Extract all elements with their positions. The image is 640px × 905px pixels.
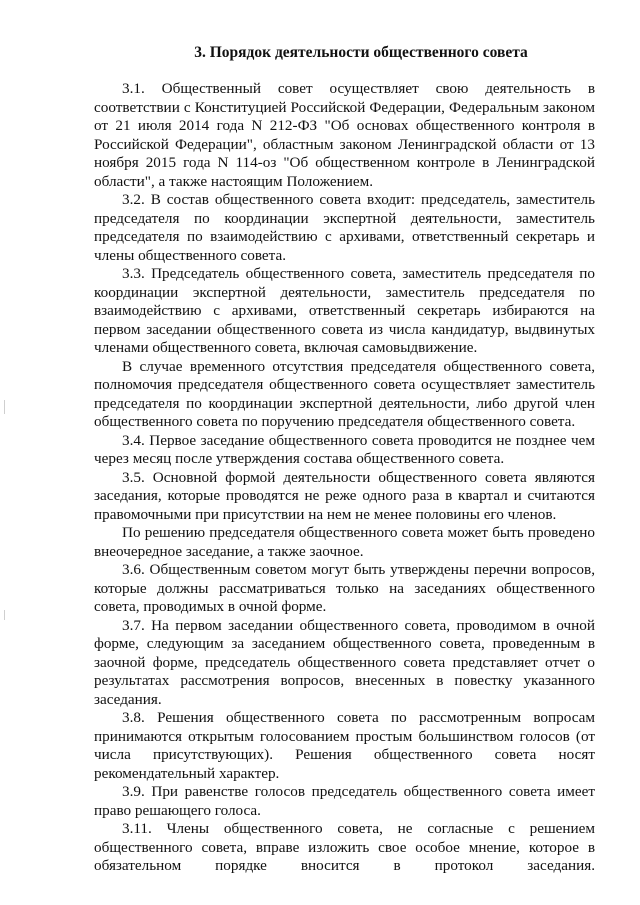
paragraph-3-1: 3.1. Общественный совет осуществляет свою деятельность в соответствии с Конституцией Российской Федерации, Федеральным законом от 21 июля 2014 года N 212-ФЗ "Об основах общественного контроля в Российской Федерации", областным законом Ленинградской области от 13 ноября 2015 года N 114-оз "Об общественном контроле в Ленинградской области", а также настоящим Положением.	[94, 80, 595, 190]
paragraph-3-8: 3.8. Решения общественного совета по рассмотренным вопросам принимаются открытым голосованием простым большинством голосов (от числа присутствующих). Решения общественного совета носят рекомендательный характер.	[94, 709, 595, 782]
scan-edge-mark	[4, 610, 5, 620]
paragraph-3-5-continued: По решению председателя общественного совета может быть проведено внеочередное заседание, а также заочное.	[94, 524, 595, 560]
document-body	[94, 80, 595, 876]
paragraph-3-3-continued: В случае временного отсутствия председателя общественного совета, полномочия председателя общественного совета осуществляет заместитель председателя по координации экспертной деятельности, либо другой член общественного совета по поручению председателя общественного совета.	[94, 357, 595, 430]
paragraph-3-9: 3.9. При равенстве голосов председатель общественного совета имеет право решающего голоса.	[94, 783, 595, 819]
paragraph-3-4: 3.4. Первое заседание общественного совета проводится не позднее чем через месяц после утверждения состава общественного совета.	[94, 431, 595, 467]
section-title: 3. Порядок деятельности общественного совета	[194, 44, 528, 61]
paragraph-3-7: 3.7. На первом заседании общественного совета, проводимом в очной форме, следующим за заседанием общественного совета, проведенным в заочной форме, председатель общественного совета представляет отчет о результатах рассмотрения вопросов, внесенных в повестку указанного заседания.	[94, 616, 595, 708]
paragraph-3-6: 3.6. Общественным советом могут быть утверждены перечни вопросов, которые должны рассматриваться только на заседаниях общественного совета, проводимых в очной форме.	[94, 561, 595, 615]
paragraph-3-2: 3.2. В состав общественного совета входит: председатель, заместитель председателя по координации экспертной деятельности, заместитель председателя по взаимодействию с архивами, ответственный секретарь и члены общественного совета.	[94, 191, 595, 264]
paragraph-3-11: 3.11. Члены общественного совета, не согласные с решением общественного совета, вправе изложить свое особое мнение, которое в обязательном порядке вносится в протокол заседания.	[94, 820, 595, 874]
paragraph-3-5: 3.5. Основной формой деятельности общественного совета являются заседания, которые проводятся не реже одного раза в квартал и считаются правомочными при присутствии на нем не менее половины его членов.	[94, 468, 595, 523]
scan-edge-mark	[4, 400, 5, 414]
paragraph-3-3: 3.3. Председатель общественного совета, заместитель председателя по координации экспертной деятельности, заместитель председателя по взаимодействию с архивами, ответственный секретарь избираются на первом заседании общественного совета из числа кандидатур, выдвинутых членами общественного совета, включая самовыдвижение.	[94, 265, 595, 356]
